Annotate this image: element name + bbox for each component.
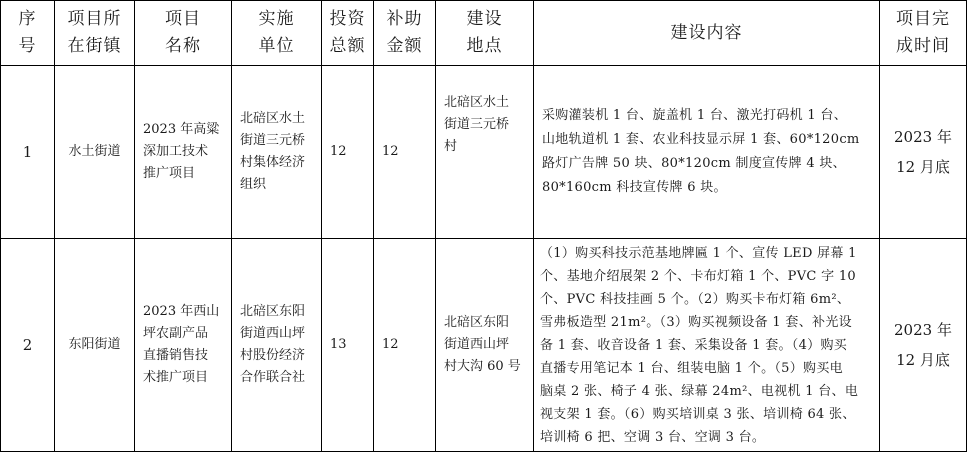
- cell-town: 水土街道: [55, 66, 135, 239]
- cell-content: （1）购买科技示范基地牌匾 1 个、宣传 LED 屏幕 1 个、基地介绍展架 2 个、卡布灯箱 1 个、PVC 字 10 个、PVC 科技挂画 5 个。（2）购买卡布灯箱 6m²、 雪弗板造型 21m²。（3）购买视频设备 1 套、补光设 备 1 套、收音设备 1 套、采集设备 1 套。（4）购买 直播专用笔记本 1 台、组装电脑 1 个。（5）购买电 脑桌 2 张、椅子 4 张、绿幕 24m²、电视机 1 台、电 视支架 1 套。（6）购买培训桌 3 张、培训椅 64 张、 培训椅 6 把、空调 3 台、空调 3 台。: [534, 239, 880, 452]
- header-project-name: 项目 名称: [135, 1, 232, 66]
- cell-town: 东阳街道: [55, 239, 135, 452]
- header-subsidy: 补助 金额: [374, 1, 436, 66]
- header-done: 项目完 成时间: [880, 1, 967, 66]
- cell-invest: 12: [322, 66, 374, 239]
- cell-no: 1: [1, 66, 55, 239]
- cell-subsidy: 12: [374, 239, 436, 452]
- header-content: 建设内容: [534, 1, 880, 66]
- header-row: [1, 1, 967, 66]
- cell-content: 采购灌装机 1 台、旋盖机 1 台、激光打码机 1 台、 山地轨道机 1 套、农业科技显示屏 1 套、60*120cm 路灯广告牌 50 块、80*120cm 制度宣传牌 4 块、 80*160cm 科技宣传牌 6 块。: [534, 66, 880, 239]
- cell-location: 北碚区水土 街道三元桥 村: [436, 66, 534, 239]
- cell-done: 2023 年 12 月底: [880, 239, 967, 452]
- cell-done: 2023 年 12 月底: [880, 66, 967, 239]
- cell-unit: 北碚区东阳 街道西山坪 村股份经济 合作联合社: [232, 239, 322, 452]
- cell-project-name: 2023 年西山 坪农副产品 直播销售技 术推广项目: [135, 239, 232, 452]
- header-no: 序 号: [1, 1, 55, 66]
- header-town: 项目所 在街镇: [55, 1, 135, 66]
- header-location: 建设 地点: [436, 1, 534, 66]
- cell-unit: 北碚区水土 街道三元桥 村集体经济 组织: [232, 66, 322, 239]
- cell-no: 2: [1, 239, 55, 452]
- header-unit: 实施 单位: [232, 1, 322, 66]
- cell-subsidy: 12: [374, 66, 436, 239]
- table-row: [1, 239, 967, 452]
- cell-location: 北碚区东阳 街道西山坪 村大沟 60 号: [436, 239, 534, 452]
- cell-invest: 13: [322, 239, 374, 452]
- table-row: [1, 66, 967, 239]
- header-invest: 投资 总额: [322, 1, 374, 66]
- cell-project-name: 2023 年高粱 深加工技术 推广项目: [135, 66, 232, 239]
